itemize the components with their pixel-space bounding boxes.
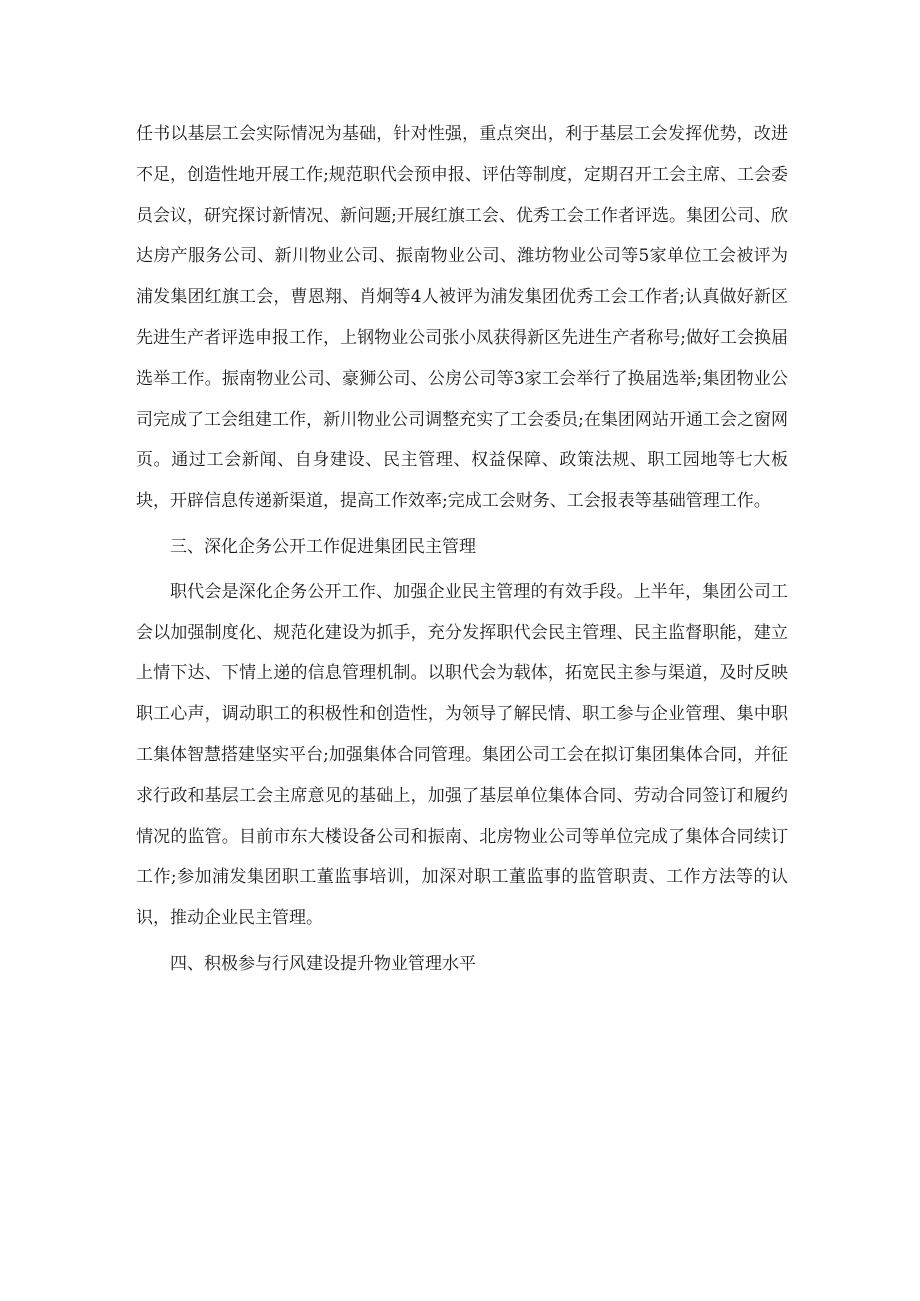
body-paragraph: 职代会是深化企务公开工作、加强企业民主管理的有效手段。上半年，集团公司工会以加强制度化、规范化建设为抓手，充分发挥职代会民主管理、民主监督职能，建立上情下达、下情上递的信息管理机制。以职代会为载体，拓宽民主参与渠道，及时反映职工心声，调动职工的积极性和创造性，为领导了解民情、职工参与企业管理、集中职工集体智慧搭建坚实平台;加强集体合同管理。集团公司工会在拟订集团集体合同，并征求行政和基层工会主席意见的基础上，加强了基层单位集体合同、劳动合同签订和履约情况的监管。目前市东大楼设备公司和振南、北房物业公司等单位完成了集体合同续订工作;参加浦发集团职工董监事培训，加深对职工董监事的监管职责、工作方法等的认识，推动企业民主管理。 — [136, 581, 788, 929]
body-paragraph-continued: 任书以基层工会实际情况为基础，针对性强，重点突出，利于基层工会发挥优势，改进不足，创造性地开展工作;规范职代会预申报、评估等制度，定期召开工会主席、工会委员会议，研究探讨新情况、新问题;开展红旗工会、优秀工会工作者评选。集团公司、欣达房产服务公司、新川物业公司、振南物业公司、潍坊物业公司等5家单位工会被评为浦发集团红旗工会，曹恩翔、肖炯等4人被评为浦发集团优秀工会工作者;认真做好新区先进生产者评选申报工作，上钢物业公司张小凤获得新区先进生产者称号;做好工会换届选举工作。振南物业公司、豪狮公司、公房公司等3家工会举行了换届选举;集团物业公司完成了工会组建工作，新川物业公司调整充实了工会委员;在集团网站开通工会之窗网页。通过工会新闻、自身建设、民主管理、权益保障、政策法规、职工园地等七大板块，开辟信息传递新渠道，提高工作效率;完成工会财务、工会报表等基础管理工作。 — [136, 124, 788, 512]
document-body — [136, 114, 788, 989]
section-heading-4: 四、积极参与行风建设提升物业管理水平 — [170, 953, 476, 974]
section-heading-3: 三、深化企务公开工作促进集团民主管理 — [170, 536, 476, 557]
